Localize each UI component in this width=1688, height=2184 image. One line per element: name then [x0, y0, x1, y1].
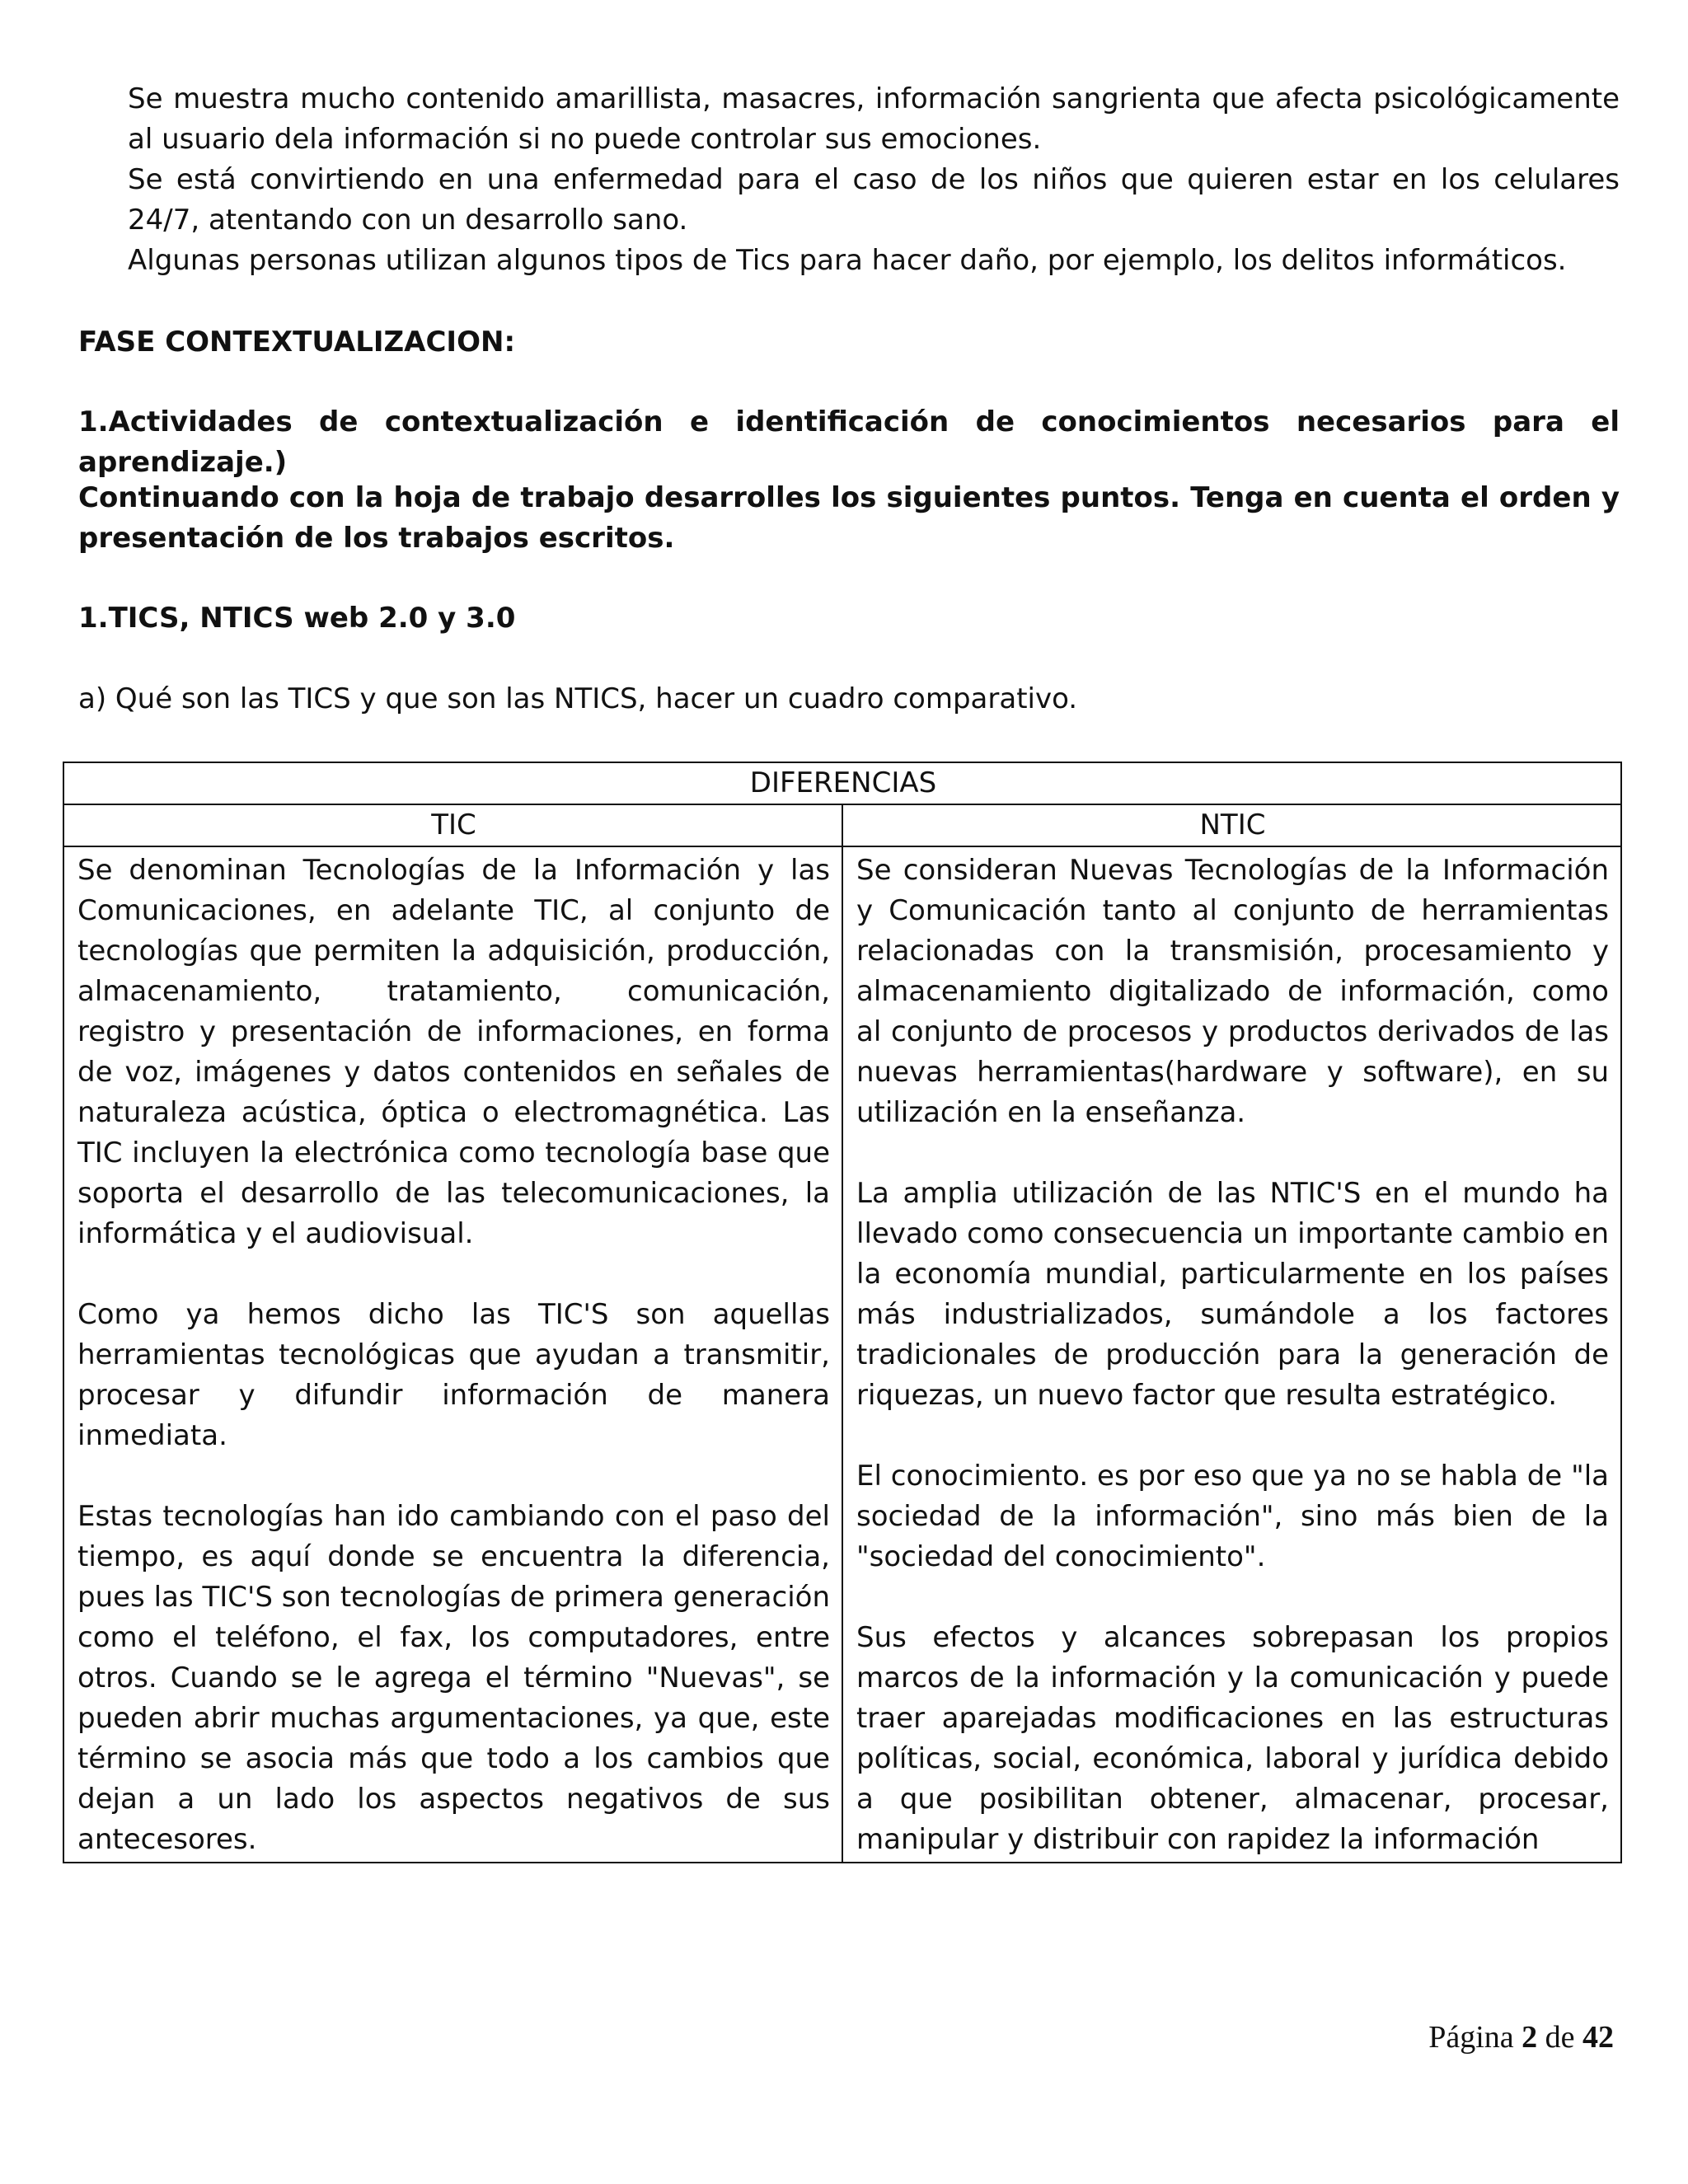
tic-cell [63, 846, 842, 1863]
table-header-row [63, 804, 1621, 846]
of-label: de [1545, 2020, 1575, 2055]
ntic-paragraph: Se consideran Nuevas Tecnologías de la Información y Comunicación tanto al conjunto de herramientas relacionadas con la transmisión, procesamiento y almacenamiento digitalizado de información, como al conjunto de procesos y productos derivados de las nuevas herramientas(hardware y software), en su utilización en la enseñanza. [856, 854, 1609, 1129]
table-title-row [63, 762, 1621, 804]
question-text: a) Qué son las TICS y que son las NTICS, hacer un cuadro comparativo. [78, 682, 1078, 715]
intro-paragraph: Se muestra mucho contenido amarillista, masacres, información sangrienta que afecta psicológicamente al usuario dela información si no puede controlar sus emociones. [128, 82, 1620, 156]
ntic-paragraph: La amplia utilización de las NTIC'S en el mundo ha llevado como consecuencia un importante cambio en la economía mundial, particularmente en los países más industrializados, sumándole a los factores tradicionales de producción para la generación de riquezas, un nuevo factor que resulta estratégico. [856, 1177, 1609, 1412]
intro-text [128, 79, 1620, 281]
table-row [63, 846, 1621, 1863]
instructions-heading: Continuando con la hoja de trabajo desarrolles los siguientes puntos. Tenga en cuenta el orden y presentación de los trabajos escritos. [78, 481, 1620, 555]
ntic-cell [842, 846, 1621, 1863]
activities-heading: 1.Actividades de contextualización e identificación de conocimientos necesarios para el aprendizaje.) [78, 405, 1620, 479]
comparison-table [63, 762, 1622, 1863]
page-number-footer [1428, 2018, 1614, 2057]
table-title: DIFERENCIAS [63, 762, 1621, 804]
intro-paragraph: Algunas personas utilizan algunos tipos de Tics para hacer daño, por ejemplo, los delitos informáticos. [128, 244, 1567, 277]
column-header-ntic: NTIC [842, 804, 1621, 846]
page-total: 42 [1582, 2020, 1614, 2055]
tic-paragraph: Se denominan Tecnologías de la Información y las Comunicaciones, en adelante TIC, al conjunto de tecnologías que permiten la adquisición, producción, almacenamiento, tratamiento, comunicación, registro y presentación de informaciones, en forma de voz, imágenes y datos contenidos en señales de naturaleza acústica, óptica o electromagnética. Las TIC incluyen la electrónica como tecnología base que soporta el desarrollo de las telecomunicaciones, la informática y el audiovisual. [77, 854, 830, 1250]
column-header-tic: TIC [63, 804, 842, 846]
intro-paragraph: Se está convirtiendo en una enfermedad para el caso de los niños que quieren estar en los celulares 24/7, atentando con un desarrollo sano. [128, 163, 1620, 237]
ntic-paragraph: Sus efectos y alcances sobrepasan los propios marcos de la información y la comunicación y puede traer aparejadas modificaciones en las estructuras políticas, social, económica, laboral y jurídica debido a que posibilitan obtener, almacenar, procesar, manipular y distribuir con rapidez la información [856, 1621, 1609, 1856]
ntic-paragraph: El conocimiento. es por eso que ya no se habla de "la sociedad de la información", sino más bien de la "sociedad del conocimiento". [856, 1460, 1609, 1573]
section-heading: 1.TICS, NTICS web 2.0 y 3.0 [78, 602, 516, 635]
phase-heading: FASE CONTEXTUALIZACION: [78, 326, 516, 359]
tic-paragraph: Como ya hemos dicho las TIC'S son aquellas herramientas tecnológicas que ayudan a transmitir, procesar y difundir información de manera inmediata. [77, 1298, 830, 1452]
page-label: Página [1428, 2020, 1514, 2055]
page-number: 2 [1522, 2020, 1538, 2055]
tic-paragraph: Estas tecnologías han ido cambiando con el paso del tiempo, es aquí donde se encuentra la diferencia, pues las TIC'S son tecnologías de primera generación como el teléfono, el fax, los computadores, entre otros. Cuando se le agrega el término "Nuevas", se pueden abrir muchas argumentaciones, ya que, este término se asocia más que todo a los cambios que dejan a un lado los aspectos negativos de sus antecesores. [77, 1500, 830, 1856]
